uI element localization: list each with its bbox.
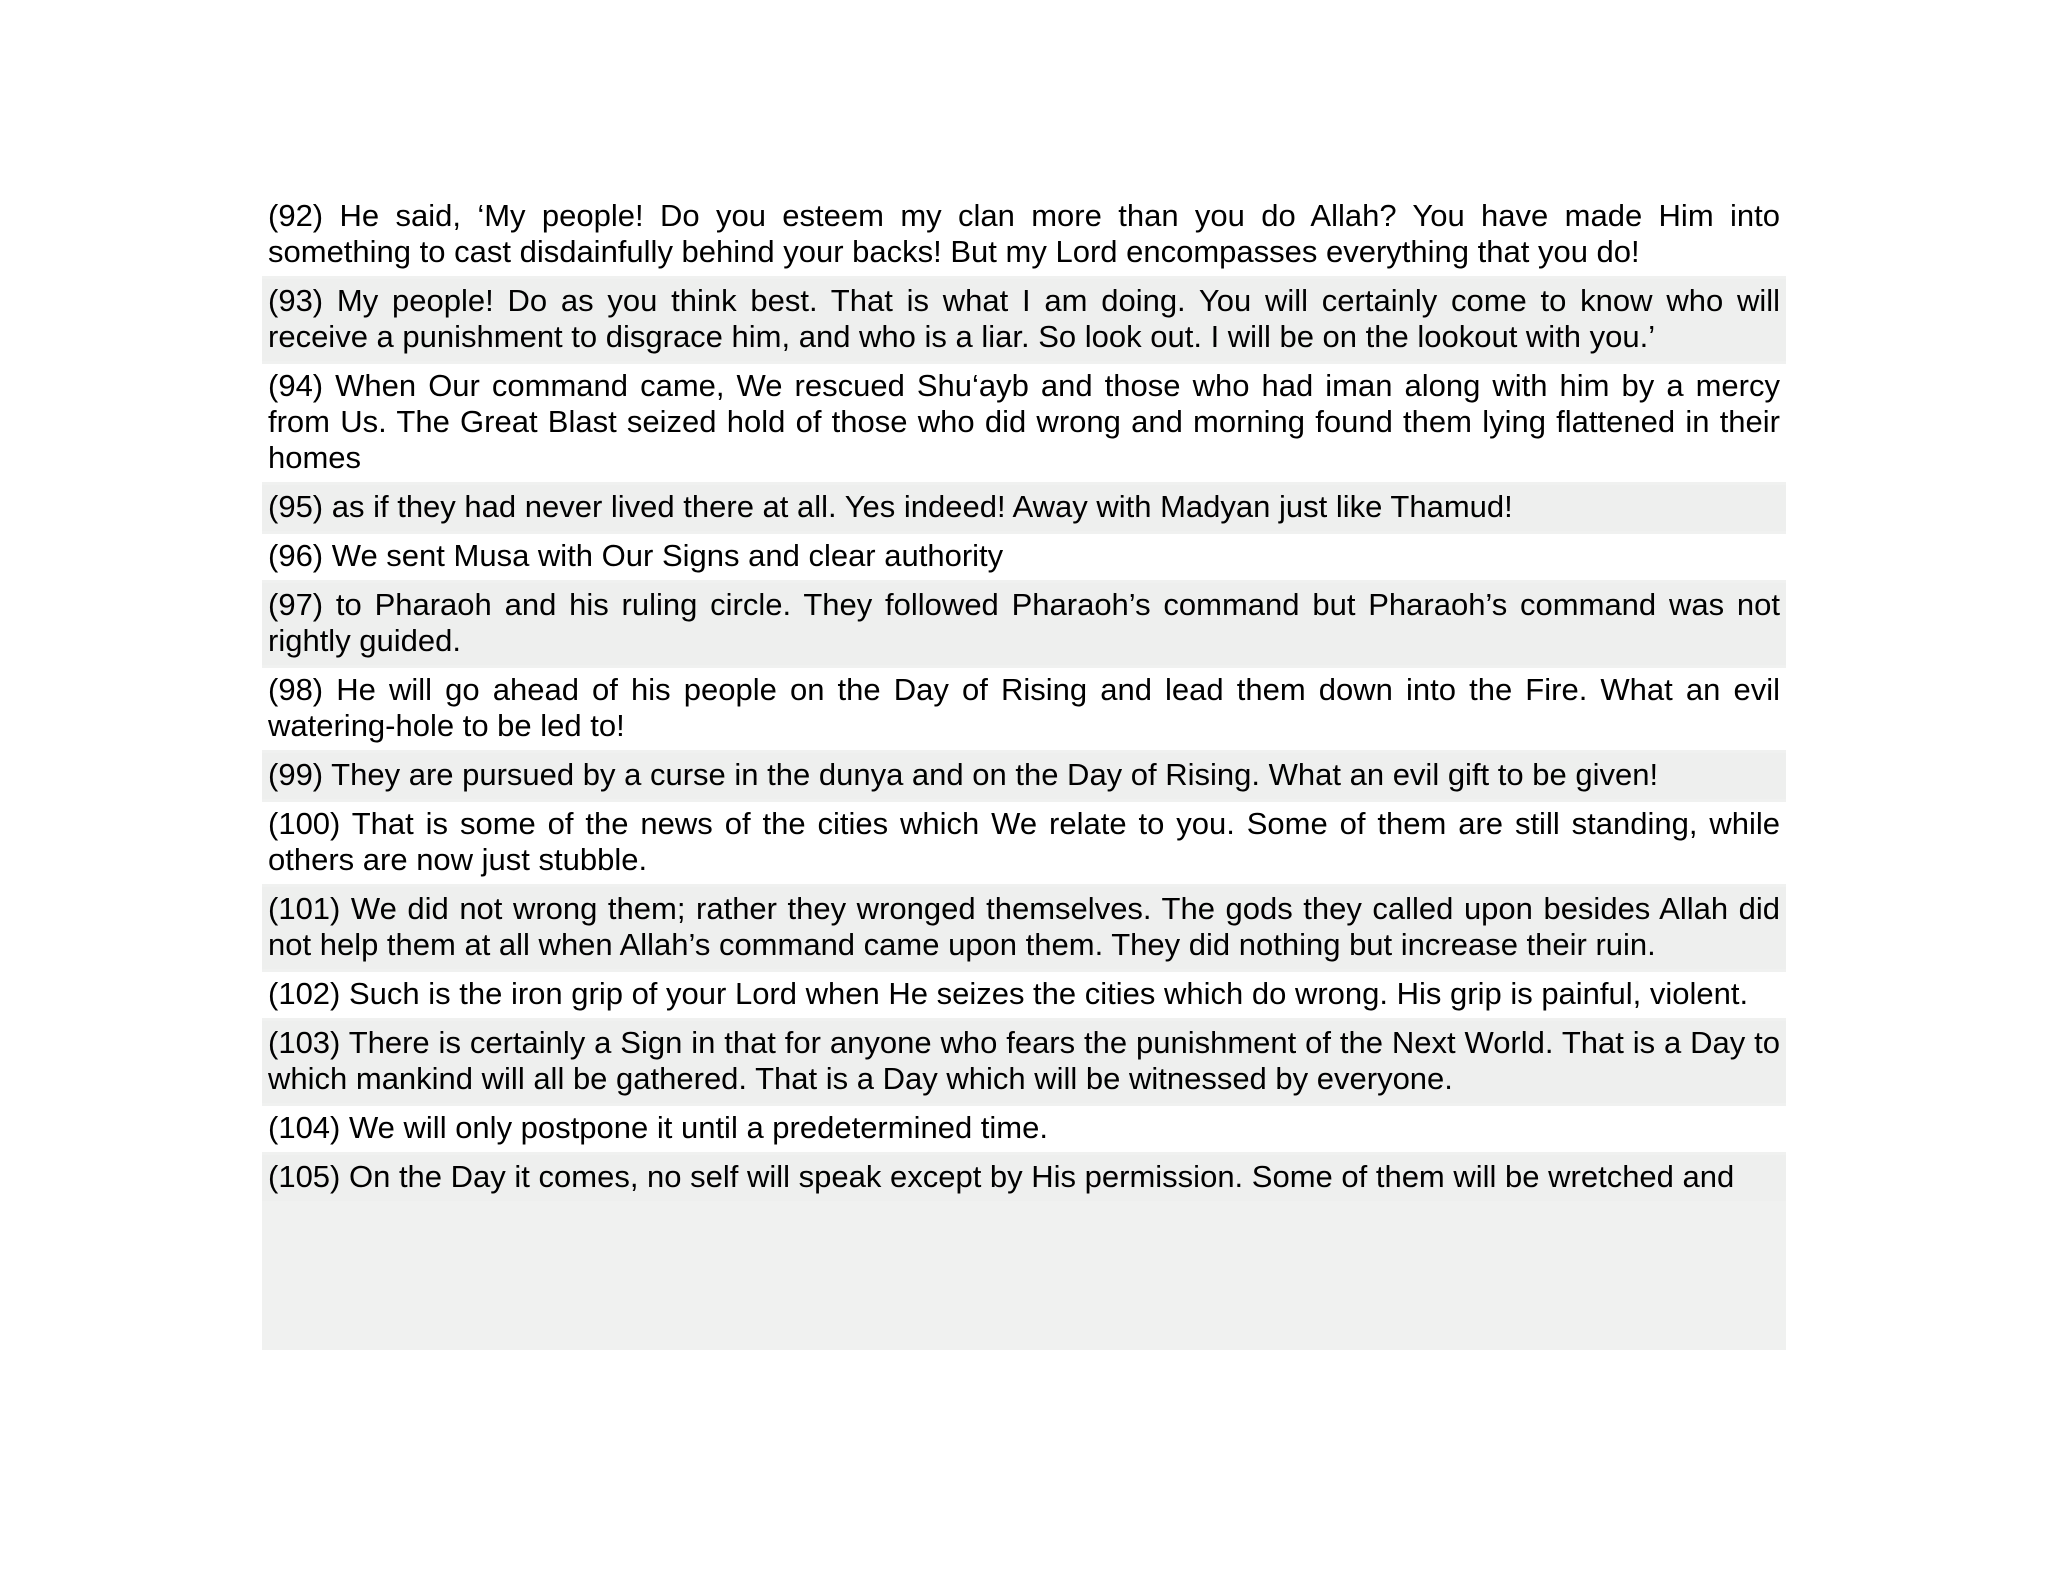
verse-table [262,194,1786,1350]
verse-row-105: (105) On the Day it comes, no self will speak except by His permission. Some of them will be wretched and [262,1155,1786,1201]
verse-row-95: (95) as if they had never lived there at all. Yes indeed! Away with Madyan just like Thamud! [262,485,1786,531]
verse-row-104: (104) We will only postpone it until a predetermined time. [262,1106,1786,1152]
verse-row-92: (92) He said, ‘My people! Do you esteem my clan more than you do Allah? You have made Him into something to cast disdainfully behind your backs! But my Lord encompasses everything that you do! [262,194,1786,276]
verse-row-93: (93) My people! Do as you think best. That is what I am doing. You will certainly come to know who will receive a punishment to disgrace him, and who is a liar. So look out. I will be on the lookout with you.’ [262,279,1786,361]
verse-row-98: (98) He will go ahead of his people on the Day of Rising and lead them down into the Fire. What an evil watering-hole to be led to! [262,668,1786,750]
verse-row-100: (100) That is some of the news of the cities which We relate to you. Some of them are still standing, while others are now just stubble. [262,802,1786,884]
verse-row-103: (103) There is certainly a Sign in that for anyone who fears the punishment of the Next World. That is a Day to which mankind will all be gathered. That is a Day which will be witnessed by everyone. [262,1021,1786,1103]
verse-row-94: (94) When Our command came, We rescued Shu‘ayb and those who had iman along with him by a mercy from Us. The Great Blast seized hold of those who did wrong and morning found them lying flattened in their homes [262,364,1786,482]
verse-row-99: (99) They are pursued by a curse in the dunya and on the Day of Rising. What an evil gift to be given! [262,753,1786,799]
verse-row-102: (102) Such is the iron grip of your Lord when He seizes the cities which do wrong. His grip is painful, violent. [262,972,1786,1018]
verse-row-101: (101) We did not wrong them; rather they wronged themselves. The gods they called upon besides Allah did not help them at all when Allah’s command came upon them. They did nothing but increase their ruin. [262,887,1786,969]
verse-row-97: (97) to Pharaoh and his ruling circle. They followed Pharaoh’s command but Pharaoh’s command was not rightly guided. [262,583,1786,665]
verse-row-96: (96) We sent Musa with Our Signs and clear authority [262,534,1786,580]
